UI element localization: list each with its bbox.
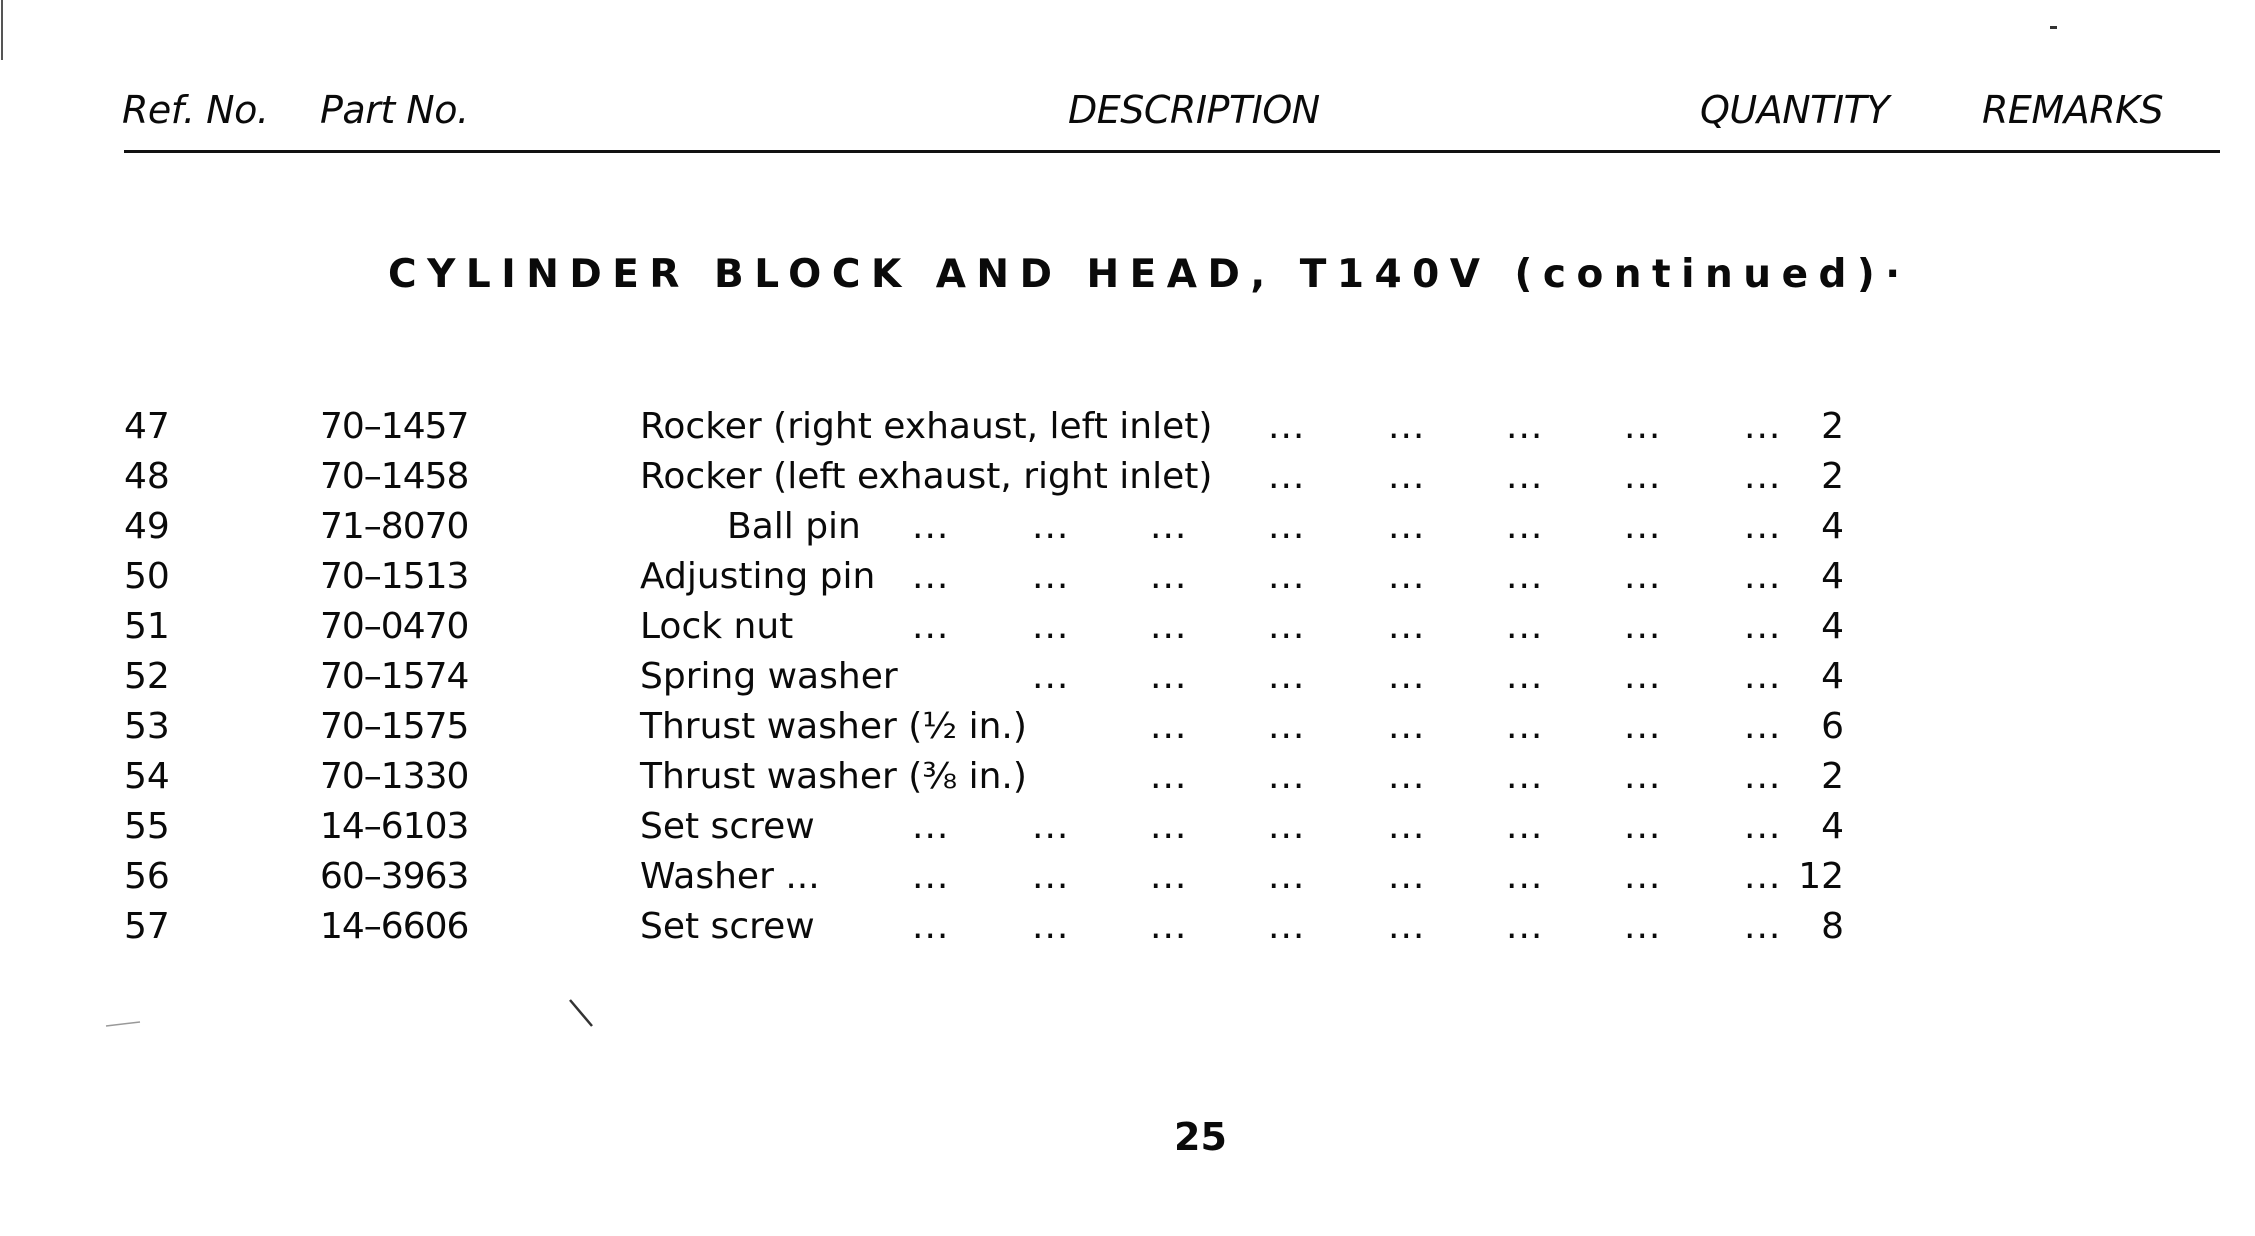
header-ref-no: Ref. No. <box>122 88 269 132</box>
ref-no: 52 <box>124 656 170 697</box>
leader-dots: ... <box>1388 806 1426 847</box>
ref-no: 55 <box>124 806 170 847</box>
leader-dots: ... <box>1388 656 1426 697</box>
leader-dots: ... <box>1506 706 1544 747</box>
leader-dots: ... <box>1624 606 1662 647</box>
part-no: 70–1330 <box>320 756 469 797</box>
leader-dots: ... <box>1624 856 1662 897</box>
leader-dots: ... <box>1744 406 1782 447</box>
leader-dots: ... <box>1624 656 1662 697</box>
quantity: 2 <box>1821 456 1844 497</box>
ref-no: 51 <box>124 606 170 647</box>
description: Thrust washer (⅜ in.) <box>640 756 1027 797</box>
description: Set screw <box>640 806 815 847</box>
leader-dots: ... <box>1268 656 1306 697</box>
leader-dots: ... <box>1744 606 1782 647</box>
quantity: 4 <box>1821 806 1844 847</box>
leader-dots: ... <box>1388 606 1426 647</box>
leader-dots: ... <box>1150 606 1188 647</box>
description: Rocker (right exhaust, left inlet) <box>640 406 1213 447</box>
leader-dots: ... <box>1268 456 1306 497</box>
part-no: 70–1458 <box>320 456 469 497</box>
header-description: DESCRIPTION <box>1068 88 1320 132</box>
table-row <box>0 906 2255 956</box>
leader-dots: ... <box>1150 906 1188 947</box>
part-no: 70–1513 <box>320 556 469 597</box>
ref-no: 53 <box>124 706 170 747</box>
leader-dots: ... <box>1388 556 1426 597</box>
stray-mark <box>570 1000 592 1026</box>
table-row <box>0 856 2255 906</box>
leader-dots: ... <box>1624 706 1662 747</box>
leader-dots: ... <box>912 606 950 647</box>
leader-dots: ... <box>1150 756 1188 797</box>
leader-dots: ... <box>1744 906 1782 947</box>
leader-dots: ... <box>1744 856 1782 897</box>
leader-dots: ... <box>1388 506 1426 547</box>
leader-dots: ... <box>1032 606 1070 647</box>
quantity: 4 <box>1821 556 1844 597</box>
part-no: 70–1457 <box>320 406 469 447</box>
leader-dots: ... <box>1624 456 1662 497</box>
table-row <box>0 706 2255 756</box>
part-no: 71–8070 <box>320 506 469 547</box>
leader-dots: ... <box>1268 406 1306 447</box>
ref-no: 57 <box>124 906 170 947</box>
quantity: 6 <box>1821 706 1844 747</box>
leader-dots: ... <box>1624 906 1662 947</box>
quantity: 2 <box>1821 406 1844 447</box>
leader-dots: ... <box>1624 806 1662 847</box>
leader-dots: ... <box>1506 556 1544 597</box>
leader-dots: ... <box>1032 906 1070 947</box>
leader-dots: ... <box>1150 656 1188 697</box>
description: Adjusting pin <box>640 556 876 597</box>
leader-dots: ... <box>1150 706 1188 747</box>
stray-mark <box>106 1022 140 1026</box>
leader-dots: ... <box>1388 756 1426 797</box>
leader-dots: ... <box>1268 606 1306 647</box>
leader-dots: ... <box>1744 456 1782 497</box>
part-no: 70–1574 <box>320 656 469 697</box>
leader-dots: ... <box>912 556 950 597</box>
table-row <box>0 656 2255 706</box>
description: Set screw <box>640 906 815 947</box>
leader-dots: ... <box>1388 406 1426 447</box>
leader-dots: ... <box>1268 906 1306 947</box>
leader-dots: ... <box>912 906 950 947</box>
leader-dots: ... <box>1032 656 1070 697</box>
table-row <box>0 806 2255 856</box>
stray-mark <box>2050 26 2057 29</box>
leader-dots: ... <box>1506 406 1544 447</box>
leader-dots: ... <box>1744 506 1782 547</box>
leader-dots: ... <box>1506 906 1544 947</box>
part-no: 14–6606 <box>320 906 469 947</box>
leader-dots: ... <box>1150 856 1188 897</box>
leader-dots: ... <box>1744 806 1782 847</box>
description: Ball pin <box>727 506 861 547</box>
header-quantity: QUANTITY <box>1700 88 1889 132</box>
leader-dots: ... <box>1506 656 1544 697</box>
table-row <box>0 606 2255 656</box>
header-rule <box>124 150 2220 153</box>
ref-no: 47 <box>124 406 170 447</box>
leader-dots: ... <box>1624 556 1662 597</box>
description: Lock nut <box>640 606 794 647</box>
part-no: 60–3963 <box>320 856 469 897</box>
ref-no: 48 <box>124 456 170 497</box>
leader-dots: ... <box>1268 506 1306 547</box>
part-no: 70–0470 <box>320 606 469 647</box>
quantity: 12 <box>1798 856 1844 897</box>
table-row <box>0 556 2255 606</box>
header-part-no: Part No. <box>320 88 469 132</box>
leader-dots: ... <box>1268 856 1306 897</box>
description: Thrust washer (½ in.) <box>640 706 1027 747</box>
ref-no: 54 <box>124 756 170 797</box>
leader-dots: ... <box>1032 806 1070 847</box>
quantity: 8 <box>1821 906 1844 947</box>
leader-dots: ... <box>1388 906 1426 947</box>
description: Spring washer <box>640 656 898 697</box>
leader-dots: ... <box>1506 506 1544 547</box>
leader-dots: ... <box>1506 856 1544 897</box>
leader-dots: ... <box>1032 856 1070 897</box>
ref-no: 50 <box>124 556 170 597</box>
leader-dots: ... <box>1506 456 1544 497</box>
leader-dots: ... <box>1150 806 1188 847</box>
quantity: 4 <box>1821 656 1844 697</box>
ref-no: 56 <box>124 856 170 897</box>
leader-dots: ... <box>1506 756 1544 797</box>
leader-dots: ... <box>1268 556 1306 597</box>
leader-dots: ... <box>1032 506 1070 547</box>
ref-no: 49 <box>124 506 170 547</box>
leader-dots: ... <box>1624 406 1662 447</box>
description: Rocker (left exhaust, right inlet) <box>640 456 1213 497</box>
leader-dots: ... <box>1744 556 1782 597</box>
leader-dots: ... <box>1388 456 1426 497</box>
quantity: 4 <box>1821 606 1844 647</box>
leader-dots: ... <box>912 806 950 847</box>
leader-dots: ... <box>1506 806 1544 847</box>
header-remarks: REMARKS <box>1982 88 2164 132</box>
quantity: 4 <box>1821 506 1844 547</box>
leader-dots: ... <box>1032 556 1070 597</box>
leader-dots: ... <box>912 856 950 897</box>
description: Washer ... <box>640 856 820 897</box>
table-row <box>0 406 2255 456</box>
part-no: 14–6103 <box>320 806 469 847</box>
leader-dots: ... <box>1150 556 1188 597</box>
leader-dots: ... <box>1268 806 1306 847</box>
table-row <box>0 506 2255 556</box>
leader-dots: ... <box>1624 756 1662 797</box>
leader-dots: ... <box>1268 706 1306 747</box>
leader-dots: ... <box>1744 656 1782 697</box>
leader-dots: ... <box>1744 706 1782 747</box>
leader-dots: ... <box>1506 606 1544 647</box>
table-row <box>0 756 2255 806</box>
leader-dots: ... <box>1268 756 1306 797</box>
leader-dots: ... <box>1744 756 1782 797</box>
page-number: 25 <box>1174 1115 1227 1159</box>
leader-dots: ... <box>1388 856 1426 897</box>
table-row <box>0 456 2255 506</box>
leader-dots: ... <box>1388 706 1426 747</box>
leader-dots: ... <box>1624 506 1662 547</box>
leader-dots: ... <box>1150 506 1188 547</box>
quantity: 2 <box>1821 756 1844 797</box>
part-no: 70–1575 <box>320 706 469 747</box>
section-title: CYLINDER BLOCK AND HEAD, T140V (continued)· <box>388 252 1911 297</box>
leader-dots: ... <box>912 506 950 547</box>
